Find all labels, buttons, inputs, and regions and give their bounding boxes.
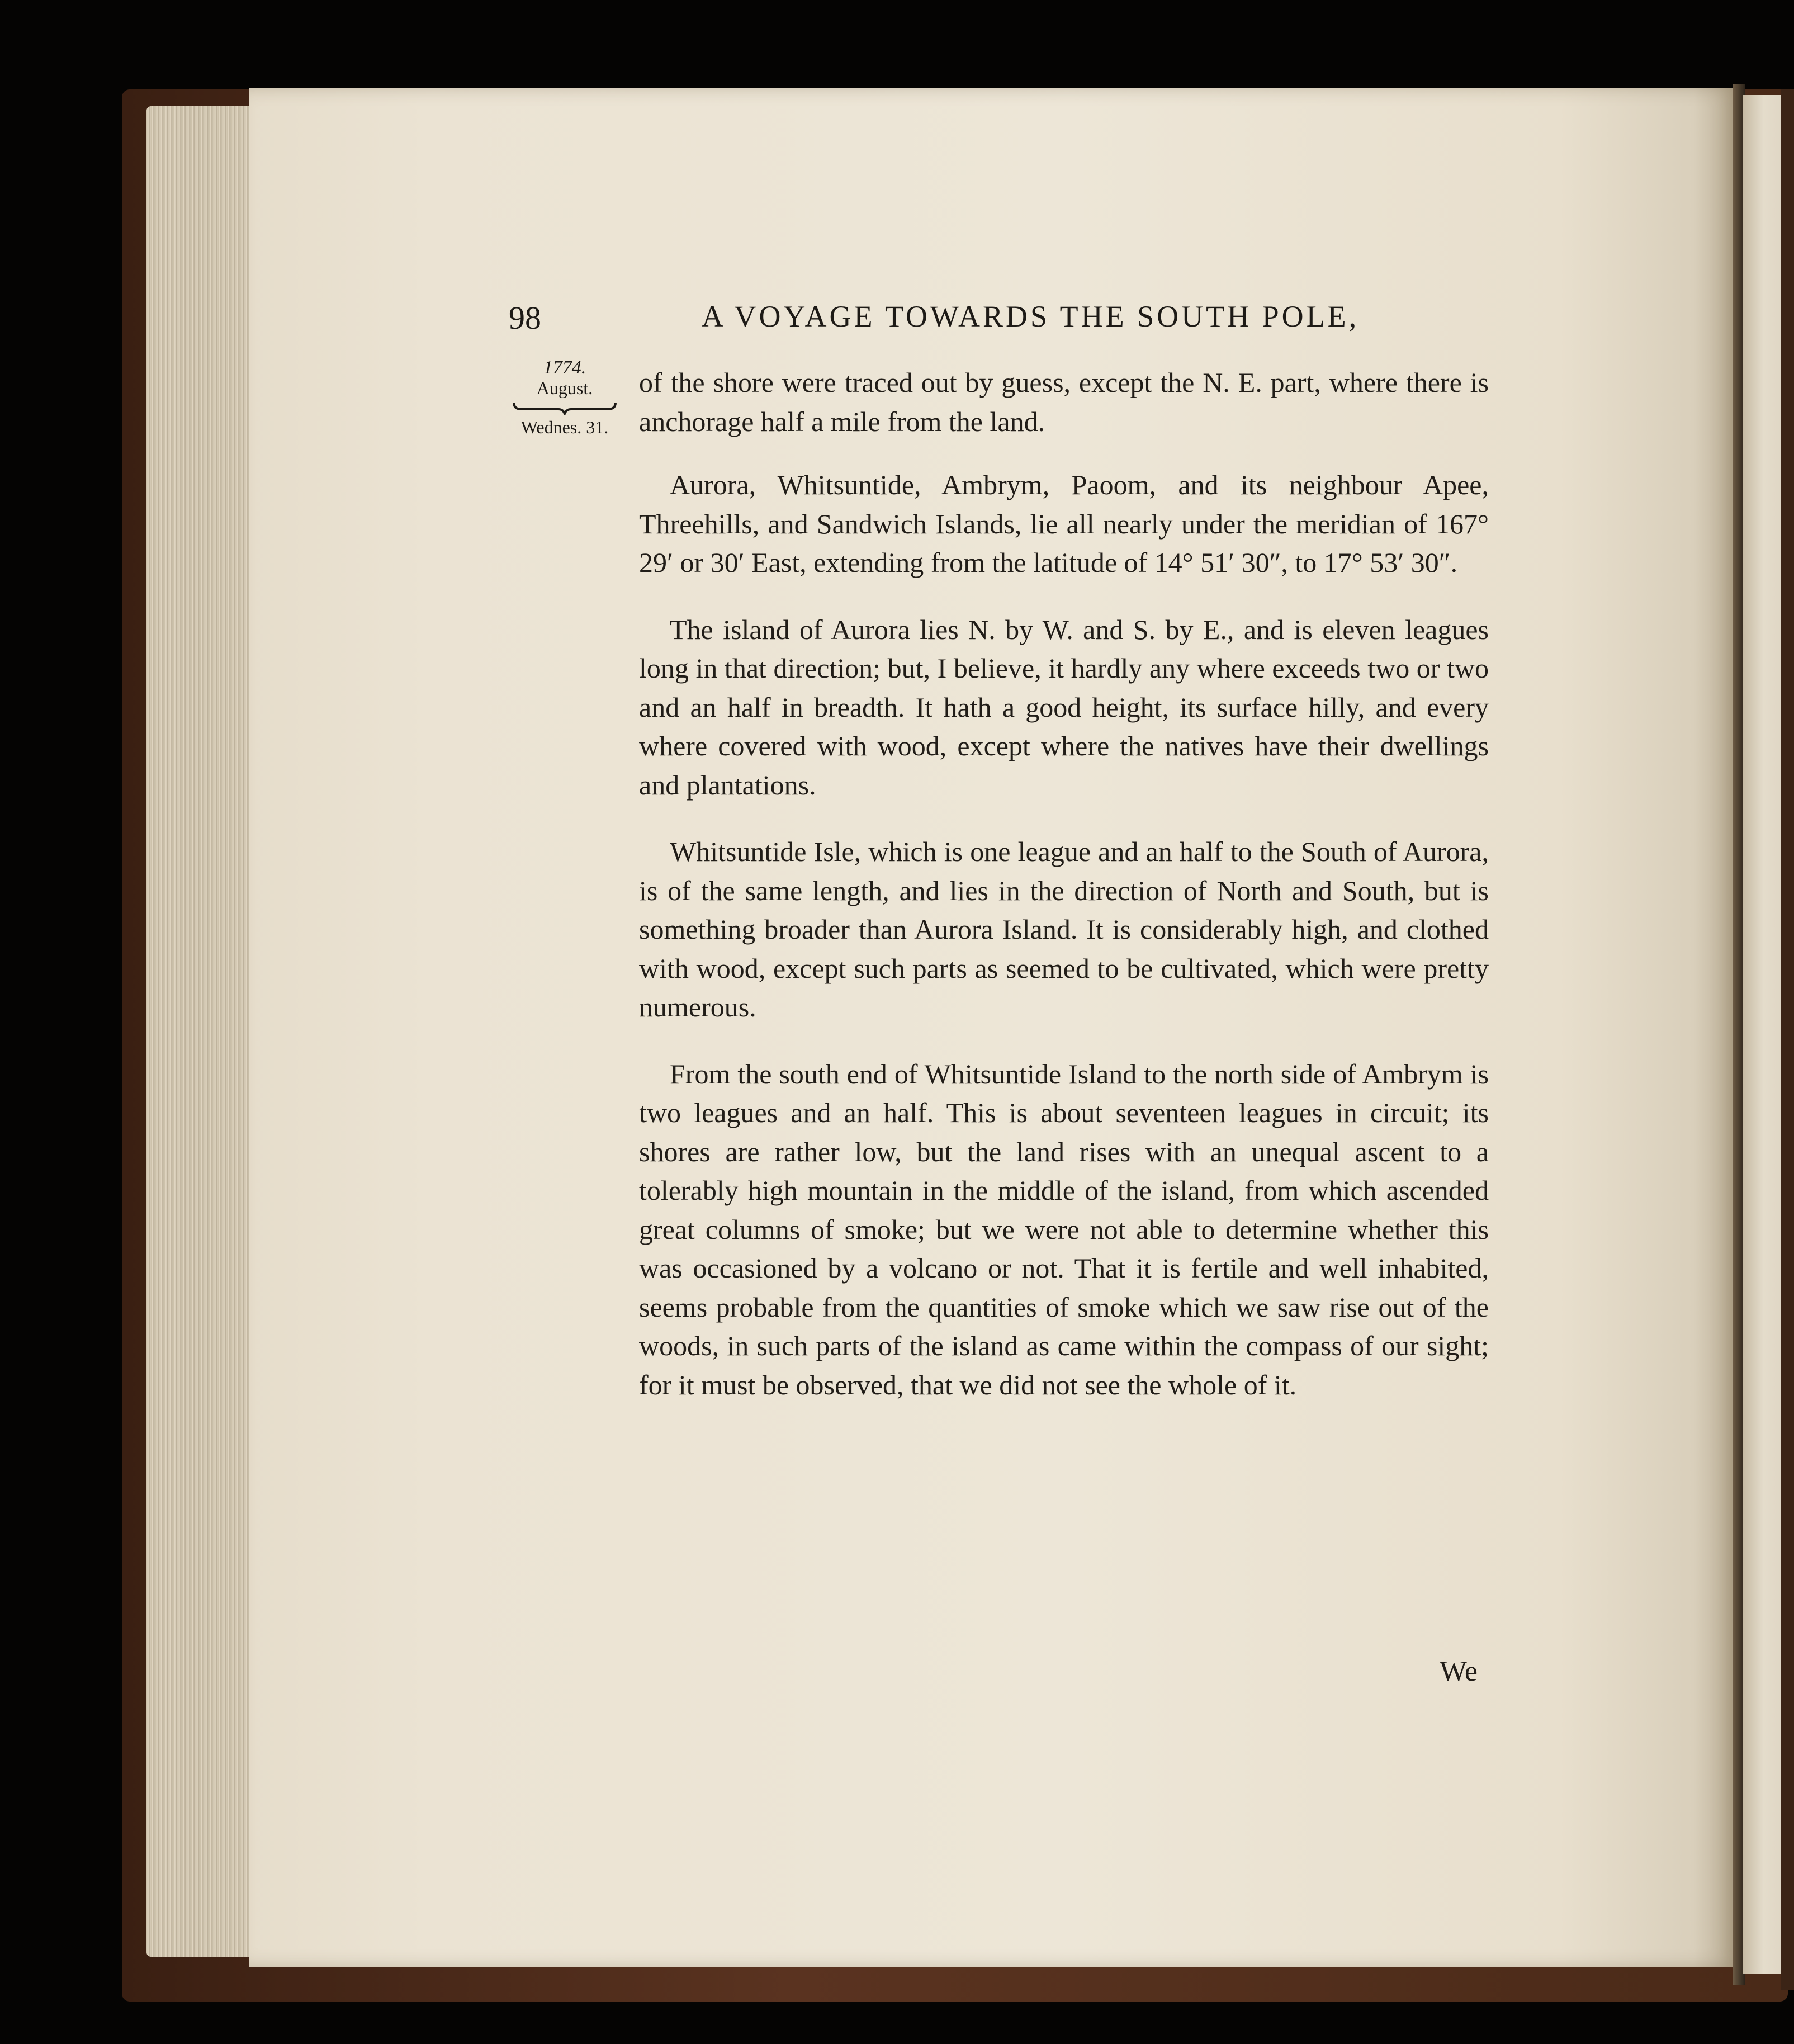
page-header [509, 299, 1470, 344]
paragraph-islands-meridian: Aurora, Whitsuntide, Ambrym, Paoom, and its neighbour Apee, Threehills, and Sandwich Islands, lie all nearly under the meridian of 167° 29′ or 30′ East, extending from the latitude of 14° 51′ 30″, to 17° 53′ 30″. [639, 469, 1489, 578]
margin-day: Wednes. 31. [520, 417, 609, 437]
margin-note [500, 358, 629, 438]
margin-year: 1774. [543, 357, 586, 378]
running-title: A VOYAGE TOWARDS THE SOUTH POLE, [702, 300, 1360, 333]
paragraph-continued: of the shore were traced out by guess, except the N. E. part, where there is anchorage half a mile from the land. [639, 367, 1489, 437]
catchword: We [1440, 1655, 1478, 1687]
margin-month: August. [536, 378, 593, 398]
page-number: 98 [509, 300, 541, 336]
paragraph-whitsuntide: Whitsuntide Isle, which is one league and an half to the South of Aurora, is of the same length, and lies in the direction of North and South, but is something broader than Aurora Island. It is considerably high, and clothed with wood, except such parts as seemed to be cultivated, which were pretty numerous. [639, 836, 1489, 1023]
cover-edge-right [1781, 89, 1794, 1990]
paragraph-aurora: The island of Aurora lies N. by W. and S. by E., and is eleven leagues long in that direction; but, I believe, it hardly any where exceeds two or two and an half in breadth. It hath a good height, its surface hilly, and every where covered with wood, except where the natives have their dwellings and plantations. [639, 613, 1489, 801]
body-text [639, 363, 1489, 1404]
page-block-edges [146, 106, 258, 1957]
paragraph-ambrym: From the south end of Whitsuntide Island to the north side of Ambrym is two leagues and an half. This is about seventeen leagues in circuit; its shores are rather low, but the land rises with an unequal ascent to a tolerably high mountain in the middle of the island, from which ascended great columns of smoke; but we were not able to determine whether this was occasioned by a volcano or not. That it is fertile and well inhabited, seems probable from the quantities of smoke which we saw rise out of the woods, in such parts of the island as came within the compass of our sight; for it must be observed, that we did not see the whole of it. [639, 1058, 1489, 1400]
curly-brace-icon [512, 400, 618, 415]
